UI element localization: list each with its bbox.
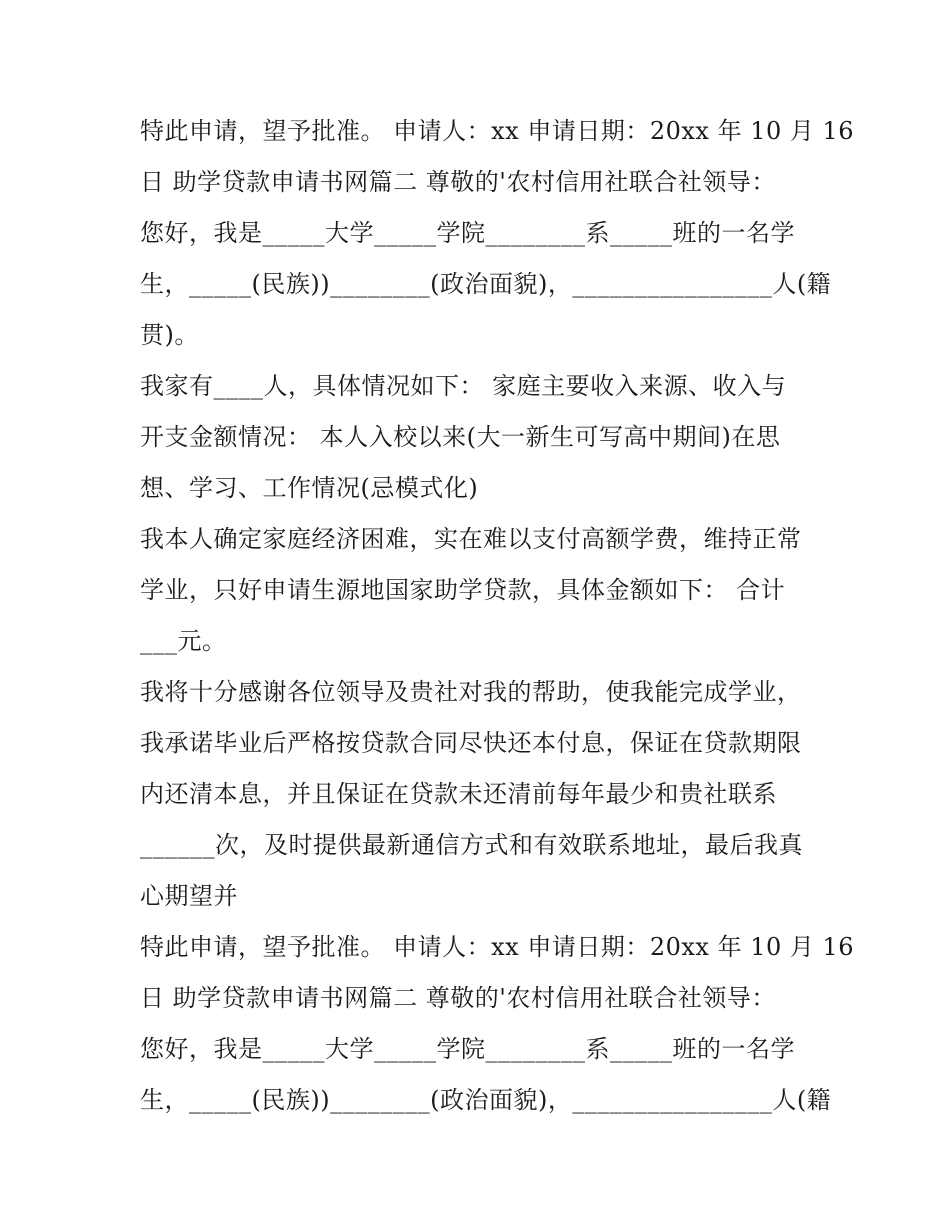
text-line: ______次，及时提供最新通信方式和有效联系地址，最后我真 <box>140 831 803 859</box>
text-line: 我本人确定家庭经济困难，实在难以支付高额学费，维持正常 <box>140 525 802 553</box>
text-line: 日 助学贷款申请书网篇二 尊敬的'农村信用社联合社领导： <box>140 168 776 196</box>
text-line: ___元。 <box>140 627 227 655</box>
text-line: 特此申请，望予批准。 申请人：xx 申请日期：20xx 年 10 月 16 <box>140 117 855 145</box>
text-line: 心期望并 <box>140 882 238 910</box>
text-line: 开支金额情况： 本人入校以来(大一新生可写高中期间)在思 <box>140 423 781 451</box>
text-line: 日 助学贷款申请书网篇二 尊敬的'农村信用社联合社领导： <box>140 984 776 1012</box>
text-line: 生，_____(民族))________(政治面貌)，________________人(籍 <box>140 1086 832 1114</box>
text-line: 我将十分感谢各位领导及贵社对我的帮助，使我能完成学业， <box>140 678 802 706</box>
text-line: 内还清本息，并且保证在贷款未还清前每年最少和贵社联系 <box>140 780 777 808</box>
text-line: 生，_____(民族))________(政治面貌)，________________人(籍 <box>140 270 832 298</box>
text-line: 想、学习、工作情况(忌模式化) <box>140 474 479 502</box>
text-line: 我承诺毕业后严格按贷款合同尽快还本付息，保证在贷款期限 <box>140 729 802 757</box>
text-line: 特此申请，望予批准。 申请人：xx 申请日期：20xx 年 10 月 16 <box>140 933 855 961</box>
document-body <box>140 106 855 1126</box>
text-line: 贯)。 <box>140 321 199 349</box>
text-line: 您好，我是_____大学_____学院________系_____班的一名学 <box>140 219 795 247</box>
text-line: 学业，只好申请生源地国家助学贷款，具体金额如下： 合计 <box>140 576 786 604</box>
text-line: 您好，我是_____大学_____学院________系_____班的一名学 <box>140 1035 795 1063</box>
text-line: 我家有____人，具体情况如下： 家庭主要收入来源、收入与 <box>140 372 787 400</box>
